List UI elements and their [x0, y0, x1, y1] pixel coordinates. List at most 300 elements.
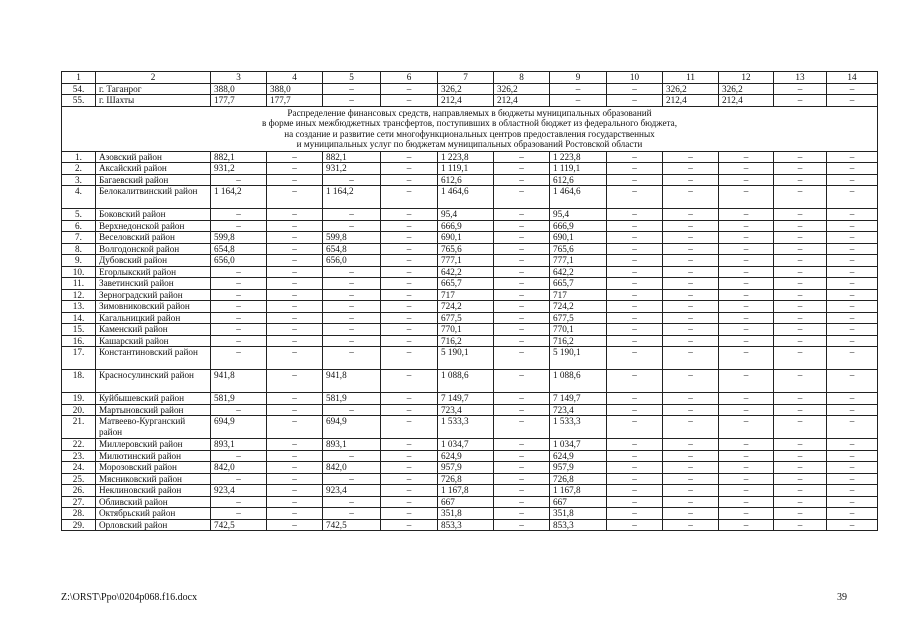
table-row — [62, 83, 878, 95]
table-cell: – — [774, 83, 827, 95]
table-cell: 1 223,8 — [550, 151, 607, 163]
table-cell: – — [827, 312, 878, 324]
table-cell: 19. — [62, 393, 96, 405]
table-cell: – — [663, 462, 719, 474]
table-cell: – — [323, 301, 381, 313]
table-cell: – — [381, 220, 438, 232]
table-cell: – — [663, 266, 719, 278]
table-cell: – — [494, 266, 550, 278]
column-number-header: 3 — [211, 72, 267, 84]
table-cell: – — [827, 209, 878, 221]
table-cell: 1 167,8 — [438, 485, 494, 497]
table-cell: – — [267, 439, 323, 451]
column-number-header: 10 — [607, 72, 663, 84]
table-cell: 95,4 — [550, 209, 607, 221]
municipality-name: Зерноградский район — [96, 289, 211, 301]
table-cell: 612,6 — [550, 174, 607, 186]
table-cell: 882,1 — [211, 151, 267, 163]
table-cell: – — [607, 209, 663, 221]
table-cell: – — [774, 416, 827, 439]
table-cell: 1 119,1 — [550, 163, 607, 175]
municipality-name: Зимовниковский район — [96, 301, 211, 313]
table-cell: – — [323, 450, 381, 462]
table-cell: – — [494, 151, 550, 163]
table-row — [62, 416, 878, 439]
table-cell: – — [774, 324, 827, 336]
table-row — [62, 232, 878, 244]
municipality-name: Белокалитвинский район — [96, 186, 211, 209]
table-cell: 1 034,7 — [550, 439, 607, 451]
table-cell: – — [719, 163, 774, 175]
table-cell: – — [211, 450, 267, 462]
table-row — [62, 335, 878, 347]
table-cell: – — [267, 151, 323, 163]
municipality-name: Каменский район — [96, 324, 211, 336]
table-cell: 1 088,6 — [550, 370, 607, 393]
table-cell: – — [719, 301, 774, 313]
table-cell: 1 533,3 — [438, 416, 494, 439]
table-cell: – — [323, 289, 381, 301]
table-cell: – — [663, 473, 719, 485]
table-cell: – — [267, 266, 323, 278]
column-number-header: 9 — [550, 72, 607, 84]
table-cell: – — [719, 496, 774, 508]
table-cell: – — [774, 255, 827, 267]
table-cell: – — [267, 347, 323, 370]
table-cell: – — [607, 278, 663, 290]
header-row — [62, 72, 878, 84]
table-cell: – — [267, 255, 323, 267]
table-cell: – — [267, 289, 323, 301]
column-number-header: 6 — [381, 72, 438, 84]
table-cell: 770,1 — [550, 324, 607, 336]
table-cell: – — [827, 95, 878, 107]
table-cell: 957,9 — [438, 462, 494, 474]
table-cell: – — [827, 416, 878, 439]
table-row — [62, 289, 878, 301]
table-cell: 14. — [62, 312, 96, 324]
table-cell: 665,7 — [550, 278, 607, 290]
table-cell: 581,9 — [211, 393, 267, 405]
table-cell: – — [827, 255, 878, 267]
table-cell: 26. — [62, 485, 96, 497]
table-cell: 1 164,2 — [211, 186, 267, 209]
table-cell: – — [719, 266, 774, 278]
table-cell: – — [381, 439, 438, 451]
table-cell: 666,9 — [550, 220, 607, 232]
table-cell: 726,8 — [438, 473, 494, 485]
table-cell: – — [607, 174, 663, 186]
table-cell: – — [719, 255, 774, 267]
table-cell: 388,0 — [211, 83, 267, 95]
table-cell: 1 034,7 — [438, 439, 494, 451]
table-cell: 667 — [550, 496, 607, 508]
table-cell: 724,2 — [438, 301, 494, 313]
table-cell: – — [211, 508, 267, 520]
table-cell: – — [774, 450, 827, 462]
table-cell: – — [719, 220, 774, 232]
table-cell: – — [774, 370, 827, 393]
table-cell: 665,7 — [438, 278, 494, 290]
table-cell: 666,9 — [438, 220, 494, 232]
table-cell: – — [494, 243, 550, 255]
section-heading-line: в форме иных межбюджетных трансфертов, поступивших в областной бюджет из федерального бюджета, — [261, 118, 678, 128]
table-cell: 716,2 — [438, 335, 494, 347]
table-cell: – — [267, 485, 323, 497]
column-number-header: 1 — [62, 72, 96, 84]
table-cell: – — [211, 347, 267, 370]
table-cell: – — [663, 416, 719, 439]
table-cell: – — [494, 324, 550, 336]
table-row — [62, 186, 878, 209]
table-cell: 656,0 — [211, 255, 267, 267]
table-cell: – — [381, 95, 438, 107]
table-cell: 17. — [62, 347, 96, 370]
table-cell: 853,3 — [438, 519, 494, 531]
table-cell: 2. — [62, 163, 96, 175]
table-cell: – — [774, 393, 827, 405]
table-cell: – — [494, 416, 550, 439]
table-cell: 7. — [62, 232, 96, 244]
section-heading-line: на создание и развитие сети многофункциональных центров предоставления государственных — [284, 128, 655, 139]
table-cell: 656,0 — [323, 255, 381, 267]
table-cell: – — [827, 83, 878, 95]
table-cell: – — [663, 278, 719, 290]
table-cell: 54. — [62, 83, 96, 95]
table-cell: – — [494, 220, 550, 232]
municipality-name: Кагальницкий район — [96, 312, 211, 324]
table-cell: – — [774, 439, 827, 451]
table-cell: – — [607, 95, 663, 107]
table-cell: 882,1 — [323, 151, 381, 163]
table-cell: 1 164,2 — [323, 186, 381, 209]
table-cell: – — [211, 473, 267, 485]
table-cell: 5 190,1 — [438, 347, 494, 370]
table-row — [62, 439, 878, 451]
table-row — [62, 209, 878, 221]
table-cell: 677,5 — [550, 312, 607, 324]
column-number-header: 7 — [438, 72, 494, 84]
table-cell: – — [719, 209, 774, 221]
table-row — [62, 163, 878, 175]
table-cell: – — [381, 232, 438, 244]
table-cell: 581,9 — [323, 393, 381, 405]
table-cell: – — [719, 278, 774, 290]
table-cell: – — [827, 508, 878, 520]
table-cell: – — [719, 462, 774, 474]
table-cell: – — [663, 186, 719, 209]
table-cell: 931,2 — [211, 163, 267, 175]
table-cell: – — [663, 289, 719, 301]
table-cell: 599,8 — [211, 232, 267, 244]
table-cell: 923,4 — [323, 485, 381, 497]
municipality-name: Неклиновский район — [96, 485, 211, 497]
table-cell: – — [827, 278, 878, 290]
table-cell: – — [323, 278, 381, 290]
table-cell: – — [607, 473, 663, 485]
table-cell: – — [494, 393, 550, 405]
table-row — [62, 278, 878, 290]
table-cell: 8. — [62, 243, 96, 255]
table-cell: – — [607, 508, 663, 520]
table-cell: – — [774, 404, 827, 416]
table-cell: 1 088,6 — [438, 370, 494, 393]
table-cell: – — [494, 462, 550, 474]
table-cell: – — [267, 163, 323, 175]
table-cell: – — [381, 450, 438, 462]
table-cell: – — [267, 278, 323, 290]
table-cell: 22. — [62, 439, 96, 451]
municipality-name: Обливский район — [96, 496, 211, 508]
table-cell: 941,8 — [211, 370, 267, 393]
table-row — [62, 174, 878, 186]
table-cell: – — [267, 312, 323, 324]
table-row — [62, 485, 878, 497]
table-cell: 723,4 — [438, 404, 494, 416]
table-cell: – — [494, 174, 550, 186]
table-cell: – — [494, 301, 550, 313]
table-cell: 923,4 — [211, 485, 267, 497]
table-cell: 10. — [62, 266, 96, 278]
table-cell: 326,2 — [438, 83, 494, 95]
table-cell: – — [719, 393, 774, 405]
table-cell: – — [267, 473, 323, 485]
table-cell: 177,7 — [267, 95, 323, 107]
footer-file-path: Z:\ORST\Ppo\0204p068.f16.docx — [61, 592, 198, 603]
table-cell: – — [663, 496, 719, 508]
table-cell: 24. — [62, 462, 96, 474]
municipality-name: Октябрьский район — [96, 508, 211, 520]
table-cell: – — [774, 508, 827, 520]
table-cell: – — [494, 485, 550, 497]
table-row — [62, 347, 878, 370]
table-cell: – — [774, 266, 827, 278]
table-cell: – — [211, 209, 267, 221]
table-cell: – — [267, 462, 323, 474]
table-cell: – — [267, 301, 323, 313]
table-cell: – — [494, 473, 550, 485]
table-cell: 5. — [62, 209, 96, 221]
table-cell: 9. — [62, 255, 96, 267]
table-cell: – — [827, 485, 878, 497]
table-cell: – — [267, 220, 323, 232]
table-cell: 690,1 — [550, 232, 607, 244]
table-cell: – — [719, 485, 774, 497]
table-cell: 18. — [62, 370, 96, 393]
column-number-header: 4 — [267, 72, 323, 84]
table-cell: 716,2 — [550, 335, 607, 347]
table-cell: – — [607, 324, 663, 336]
table-cell: – — [827, 439, 878, 451]
table-cell: – — [211, 496, 267, 508]
table-cell: – — [323, 174, 381, 186]
table-cell: – — [663, 370, 719, 393]
table-cell: – — [211, 312, 267, 324]
table-row — [62, 95, 878, 107]
table-cell: – — [774, 163, 827, 175]
table-cell: – — [774, 462, 827, 474]
table-cell: 6. — [62, 220, 96, 232]
table-cell: – — [774, 496, 827, 508]
table-cell: – — [607, 462, 663, 474]
table-cell: – — [494, 163, 550, 175]
table-cell: 624,9 — [550, 450, 607, 462]
table-cell: – — [267, 519, 323, 531]
table-cell: 351,8 — [550, 508, 607, 520]
table-cell: – — [719, 370, 774, 393]
municipality-name: Аксайский район — [96, 163, 211, 175]
table-cell: – — [607, 519, 663, 531]
table-cell: – — [211, 301, 267, 313]
table-row — [62, 266, 878, 278]
table-cell: – — [607, 186, 663, 209]
table-cell: – — [774, 473, 827, 485]
table-cell: – — [719, 450, 774, 462]
municipality-name: Дубовский район — [96, 255, 211, 267]
table-cell: – — [267, 324, 323, 336]
table-cell: – — [381, 163, 438, 175]
table-cell: – — [719, 439, 774, 451]
table-cell: – — [607, 232, 663, 244]
municipality-name: Заветинский район — [96, 278, 211, 290]
table-cell: 612,6 — [438, 174, 494, 186]
table-cell: 1. — [62, 151, 96, 163]
table-cell: – — [719, 324, 774, 336]
table-cell: – — [381, 473, 438, 485]
table-cell: – — [827, 347, 878, 370]
table-cell: 28. — [62, 508, 96, 520]
municipality-name: Мартыновский район — [96, 404, 211, 416]
municipality-name: Волгодонской район — [96, 243, 211, 255]
table-row — [62, 370, 878, 393]
table-cell: – — [827, 243, 878, 255]
table-cell: – — [663, 312, 719, 324]
table-cell: – — [267, 404, 323, 416]
budget-table — [61, 71, 878, 531]
table-cell: – — [607, 370, 663, 393]
table-cell: 931,2 — [323, 163, 381, 175]
table-cell: – — [494, 404, 550, 416]
table-cell: – — [267, 174, 323, 186]
table-cell: 717 — [550, 289, 607, 301]
table-cell: – — [774, 519, 827, 531]
table-row — [62, 312, 878, 324]
table-cell: – — [607, 312, 663, 324]
table-cell: – — [211, 324, 267, 336]
table-cell: – — [494, 312, 550, 324]
municipality-name: Орловский район — [96, 519, 211, 531]
table-cell: 723,4 — [550, 404, 607, 416]
table-cell: 1 464,6 — [438, 186, 494, 209]
table-cell: 717 — [438, 289, 494, 301]
table-cell: – — [323, 312, 381, 324]
table-cell: – — [774, 301, 827, 313]
table-cell: – — [663, 439, 719, 451]
table-cell: 212,4 — [663, 95, 719, 107]
table-cell: – — [607, 393, 663, 405]
table-cell: 13. — [62, 301, 96, 313]
table-cell: – — [323, 496, 381, 508]
table-cell: 27. — [62, 496, 96, 508]
table-cell: – — [607, 347, 663, 370]
table-cell: – — [211, 335, 267, 347]
table-cell: – — [827, 174, 878, 186]
table-cell: – — [323, 220, 381, 232]
table-row — [62, 473, 878, 485]
municipality-name: Куйбышевский район — [96, 393, 211, 405]
table-cell: – — [494, 232, 550, 244]
table-cell: – — [607, 335, 663, 347]
column-number-header: 12 — [719, 72, 774, 84]
table-cell: – — [663, 335, 719, 347]
table-cell: – — [381, 347, 438, 370]
table-cell: 765,6 — [438, 243, 494, 255]
table-cell: 842,0 — [323, 462, 381, 474]
table-cell: – — [774, 243, 827, 255]
table-cell: – — [827, 393, 878, 405]
table-cell: 1 167,8 — [550, 485, 607, 497]
table-cell: – — [323, 83, 381, 95]
table-cell: – — [607, 266, 663, 278]
table-cell: 16. — [62, 335, 96, 347]
table-cell: 893,1 — [323, 439, 381, 451]
table-cell: – — [827, 473, 878, 485]
table-cell: – — [607, 255, 663, 267]
table-cell: – — [774, 151, 827, 163]
table-row — [62, 255, 878, 267]
table-cell: 599,8 — [323, 232, 381, 244]
table-cell: – — [494, 289, 550, 301]
table-cell: – — [494, 335, 550, 347]
table-cell: – — [494, 450, 550, 462]
table-row — [62, 301, 878, 313]
table-cell: – — [381, 404, 438, 416]
municipality-name: Боковский район — [96, 209, 211, 221]
table-cell: 25. — [62, 473, 96, 485]
table-cell: – — [323, 473, 381, 485]
table-cell: – — [211, 404, 267, 416]
table-cell: – — [607, 450, 663, 462]
municipality-name: Константиновский район — [96, 347, 211, 370]
table-cell: – — [827, 289, 878, 301]
municipality-name: г. Таганрог — [96, 83, 211, 95]
table-cell: – — [663, 232, 719, 244]
table-cell: – — [719, 416, 774, 439]
table-cell: – — [550, 95, 607, 107]
table-cell: – — [381, 416, 438, 439]
table-cell: 212,4 — [438, 95, 494, 107]
table-cell: – — [607, 496, 663, 508]
municipality-name: Верхнедонской район — [96, 220, 211, 232]
table-cell: – — [827, 404, 878, 416]
table-cell: – — [381, 209, 438, 221]
table-cell: – — [774, 186, 827, 209]
table-cell: – — [381, 519, 438, 531]
table-cell: 642,2 — [438, 266, 494, 278]
municipality-name: Морозовский район — [96, 462, 211, 474]
table-cell: – — [607, 243, 663, 255]
municipality-name: Матвеево-Курганский район — [96, 416, 211, 439]
table-cell: – — [719, 186, 774, 209]
table-cell: 957,9 — [550, 462, 607, 474]
table-cell: – — [827, 450, 878, 462]
table-cell: 351,8 — [438, 508, 494, 520]
table-cell: – — [494, 186, 550, 209]
table-cell: – — [663, 485, 719, 497]
table-cell: – — [719, 243, 774, 255]
table-cell: – — [827, 462, 878, 474]
table-cell: – — [827, 496, 878, 508]
